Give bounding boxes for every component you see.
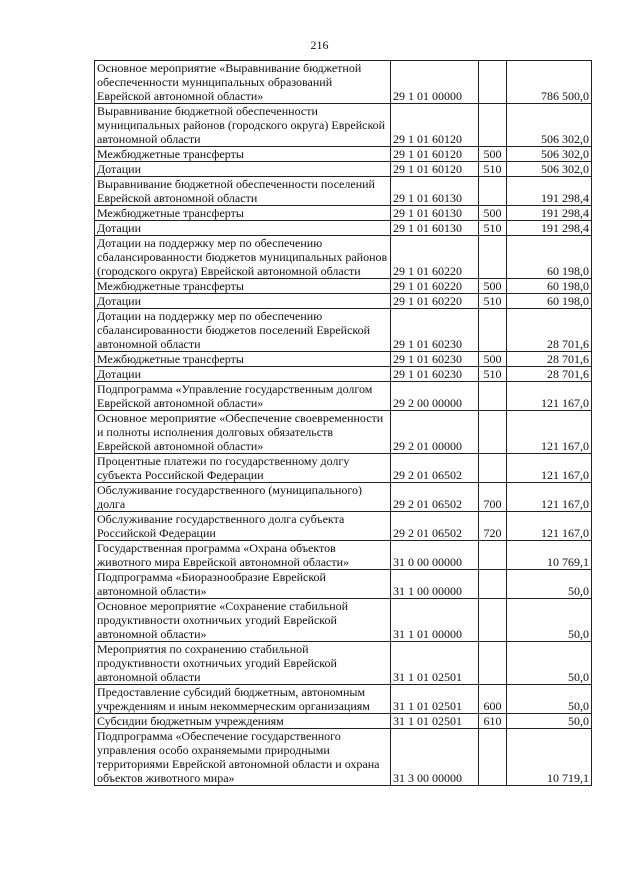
row-amount-cell: 50,0 xyxy=(507,714,592,729)
row-code-cell: 29 1 01 60130 xyxy=(391,206,479,221)
table-row xyxy=(95,309,592,352)
row-amount-cell: 191 298,4 xyxy=(507,221,592,236)
row-expense-type-cell xyxy=(479,541,507,570)
row-code-cell: 29 1 01 60130 xyxy=(391,177,479,206)
table-row xyxy=(95,729,592,786)
table-row xyxy=(95,714,592,729)
table-row xyxy=(95,177,592,206)
row-name-cell: Межбюджетные трансферты xyxy=(95,352,391,367)
table-row xyxy=(95,206,592,221)
row-expense-type-cell: 500 xyxy=(479,147,507,162)
table-row xyxy=(95,512,592,541)
row-amount-cell: 191 298,4 xyxy=(507,206,592,221)
row-code-cell: 31 1 01 00000 xyxy=(391,599,479,642)
row-name-cell: Предоставление субсидий бюджетным, автономным учреждениям и иным некоммерческим организациям xyxy=(95,685,391,714)
row-expense-type-cell xyxy=(479,61,507,104)
table-row xyxy=(95,382,592,411)
row-code-cell: 29 1 01 60120 xyxy=(391,104,479,147)
row-expense-type-cell: 510 xyxy=(479,162,507,177)
row-code-cell: 31 0 00 00000 xyxy=(391,541,479,570)
row-expense-type-cell: 700 xyxy=(479,483,507,512)
row-code-cell: 29 2 01 06502 xyxy=(391,483,479,512)
row-amount-cell: 50,0 xyxy=(507,570,592,599)
row-expense-type-cell: 500 xyxy=(479,206,507,221)
row-expense-type-cell: 610 xyxy=(479,714,507,729)
row-code-cell: 29 1 01 60230 xyxy=(391,309,479,352)
row-expense-type-cell xyxy=(479,642,507,685)
row-expense-type-cell xyxy=(479,599,507,642)
row-name-cell: Субсидии бюджетным учреждениям xyxy=(95,714,391,729)
row-amount-cell: 50,0 xyxy=(507,685,592,714)
table-row xyxy=(95,599,592,642)
row-name-cell: Мероприятия по сохранению стабильной продуктивности охотничьих угодий Еврейской автономной области xyxy=(95,642,391,685)
row-name-cell: Межбюджетные трансферты xyxy=(95,147,391,162)
row-amount-cell: 121 167,0 xyxy=(507,454,592,483)
table-row xyxy=(95,352,592,367)
row-code-cell: 29 1 01 60230 xyxy=(391,367,479,382)
row-code-cell: 29 2 01 06502 xyxy=(391,454,479,483)
table-row xyxy=(95,685,592,714)
row-name-cell: Подпрограмма «Обеспечение государственного управления особо охраняемыми природными территориями Еврейской автономной области и охрана объектов животного мира» xyxy=(95,729,391,786)
row-amount-cell: 121 167,0 xyxy=(507,382,592,411)
row-code-cell: 29 1 01 60120 xyxy=(391,162,479,177)
row-expense-type-cell xyxy=(479,104,507,147)
row-expense-type-cell xyxy=(479,309,507,352)
row-expense-type-cell xyxy=(479,382,507,411)
row-amount-cell: 121 167,0 xyxy=(507,411,592,454)
row-expense-type-cell: 510 xyxy=(479,367,507,382)
row-amount-cell: 50,0 xyxy=(507,642,592,685)
row-amount-cell: 121 167,0 xyxy=(507,483,592,512)
table-row xyxy=(95,294,592,309)
table-row xyxy=(95,104,592,147)
row-name-cell: Обслуживание государственного (муниципального) долга xyxy=(95,483,391,512)
row-expense-type-cell xyxy=(479,177,507,206)
row-expense-type-cell: 500 xyxy=(479,352,507,367)
row-expense-type-cell: 600 xyxy=(479,685,507,714)
row-code-cell: 31 3 00 00000 xyxy=(391,729,479,786)
row-name-cell: Межбюджетные трансферты xyxy=(95,206,391,221)
table-row xyxy=(95,642,592,685)
row-expense-type-cell xyxy=(479,729,507,786)
row-expense-type-cell: 510 xyxy=(479,294,507,309)
row-name-cell: Основное мероприятие «Сохранение стабильной продуктивности охотничьих угодий Еврейской автономной области» xyxy=(95,599,391,642)
row-name-cell: Подпрограмма «Управление государственным долгом Еврейской автономной области» xyxy=(95,382,391,411)
row-name-cell: Подпрограмма «Биоразнообразие Еврейской автономной области» xyxy=(95,570,391,599)
row-name-cell: Дотации xyxy=(95,294,391,309)
row-code-cell: 31 1 01 02501 xyxy=(391,642,479,685)
row-expense-type-cell: 510 xyxy=(479,221,507,236)
row-amount-cell: 28 701,6 xyxy=(507,367,592,382)
row-name-cell: Выравнивание бюджетной обеспеченности муниципальных районов (городского округа) Еврейской автономной области xyxy=(95,104,391,147)
row-name-cell: Государственная программа «Охрана объектов животного мира Еврейской автономной области» xyxy=(95,541,391,570)
table-row xyxy=(95,147,592,162)
table-row xyxy=(95,541,592,570)
row-amount-cell: 121 167,0 xyxy=(507,512,592,541)
row-name-cell: Процентные платежи по государственному долгу субъекта Российской Федерации xyxy=(95,454,391,483)
row-code-cell: 29 1 01 60220 xyxy=(391,236,479,279)
table-row xyxy=(95,483,592,512)
row-name-cell: Основное мероприятие «Обеспечение своевременности и полноты исполнения долговых обязательств Еврейской автономной области» xyxy=(95,411,391,454)
row-code-cell: 29 1 01 60230 xyxy=(391,352,479,367)
table-row xyxy=(95,236,592,279)
row-code-cell: 31 1 01 02501 xyxy=(391,714,479,729)
row-code-cell: 29 1 01 60220 xyxy=(391,279,479,294)
table-row xyxy=(95,570,592,599)
table-row xyxy=(95,279,592,294)
row-code-cell: 29 2 01 06502 xyxy=(391,512,479,541)
row-name-cell: Обслуживание государственного долга субъекта Российской Федерации xyxy=(95,512,391,541)
row-name-cell: Дотации xyxy=(95,221,391,236)
row-expense-type-cell xyxy=(479,411,507,454)
row-amount-cell: 506 302,0 xyxy=(507,104,592,147)
row-name-cell: Дотации xyxy=(95,162,391,177)
row-expense-type-cell xyxy=(479,570,507,599)
row-code-cell: 31 1 00 00000 xyxy=(391,570,479,599)
row-name-cell: Дотации xyxy=(95,367,391,382)
row-amount-cell: 10 719,1 xyxy=(507,729,592,786)
table-row xyxy=(95,454,592,483)
row-amount-cell: 50,0 xyxy=(507,599,592,642)
row-amount-cell: 60 198,0 xyxy=(507,236,592,279)
table-row xyxy=(95,61,592,104)
row-code-cell: 29 1 01 00000 xyxy=(391,61,479,104)
row-amount-cell: 60 198,0 xyxy=(507,294,592,309)
row-code-cell: 29 1 01 60120 xyxy=(391,147,479,162)
budget-table-body xyxy=(95,61,592,786)
page-number: 216 xyxy=(310,38,329,52)
row-amount-cell: 60 198,0 xyxy=(507,279,592,294)
row-expense-type-cell: 720 xyxy=(479,512,507,541)
row-name-cell: Дотации на поддержку мер по обеспечению сбалансированности бюджетов муниципальных районов (городского округа) Еврейской автономной области xyxy=(95,236,391,279)
row-name-cell: Межбюджетные трансферты xyxy=(95,279,391,294)
row-name-cell: Выравнивание бюджетной обеспеченности поселений Еврейской автономной области xyxy=(95,177,391,206)
row-amount-cell: 10 769,1 xyxy=(507,541,592,570)
row-amount-cell: 786 500,0 xyxy=(507,61,592,104)
row-code-cell: 31 1 01 02501 xyxy=(391,685,479,714)
row-code-cell: 29 2 01 00000 xyxy=(391,411,479,454)
row-expense-type-cell xyxy=(479,236,507,279)
row-amount-cell: 506 302,0 xyxy=(507,147,592,162)
row-code-cell: 29 1 01 60220 xyxy=(391,294,479,309)
row-amount-cell: 28 701,6 xyxy=(507,309,592,352)
row-code-cell: 29 2 00 00000 xyxy=(391,382,479,411)
row-name-cell: Основное мероприятие «Выравнивание бюджетной обеспеченности муниципальных образований Еврейской автономной области» xyxy=(95,61,391,104)
row-amount-cell: 191 298,4 xyxy=(507,177,592,206)
row-amount-cell: 28 701,6 xyxy=(507,352,592,367)
row-name-cell: Дотации на поддержку мер по обеспечению сбалансированности бюджетов поселений Еврейской автономной области xyxy=(95,309,391,352)
row-code-cell: 29 1 01 60130 xyxy=(391,221,479,236)
table-row xyxy=(95,411,592,454)
row-amount-cell: 506 302,0 xyxy=(507,162,592,177)
table-row xyxy=(95,162,592,177)
row-expense-type-cell xyxy=(479,454,507,483)
row-expense-type-cell: 500 xyxy=(479,279,507,294)
table-row xyxy=(95,367,592,382)
budget-table xyxy=(94,60,592,786)
table-row xyxy=(95,221,592,236)
